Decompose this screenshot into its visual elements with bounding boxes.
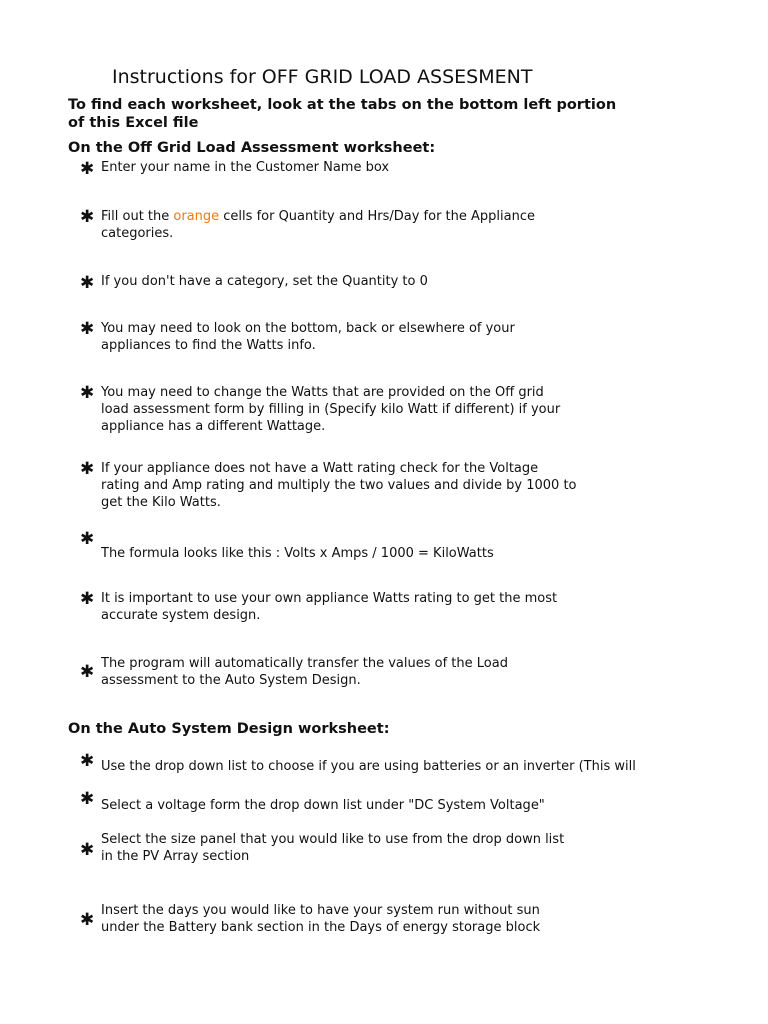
bullet-icon: ✱	[80, 273, 95, 293]
list-item: If your appliance does not have a Watt rating check for the Voltage rating and Amp rating and multiply the two values and divide by 1000 to get the Kilo Watts.	[101, 461, 577, 510]
list-item: The formula looks like this : Volts x Amps / 1000 = KiloWatts	[101, 546, 494, 561]
bullet-icon: ✱	[80, 910, 95, 930]
list-item: You may need to look on the bottom, back or elsewhere of your appliances to find the Watts info.	[101, 321, 515, 353]
list-item: Select the size panel that you would like to use from the drop down list in the PV Array section	[101, 832, 565, 864]
list-item: The program will automatically transfer the values of the Load assessment to the Auto System Design.	[101, 656, 508, 688]
list-item: You may need to change the Watts that are provided on the Off grid load assessment form by filling in (Specify kilo Watt if different) if your appliance has a different Wattage.	[101, 385, 561, 434]
bullet-icon: ✱	[80, 459, 95, 479]
bullet-icon: ✱	[80, 529, 95, 549]
list-item-text: Fill out the	[101, 209, 174, 224]
list-item: It is important to use your own appliance Watts rating to get the most accurate system design.	[101, 591, 558, 623]
section2-heading: On the Auto System Design worksheet:	[68, 721, 390, 737]
intro-text: To find each worksheet, look at the tabs on the bottom left portion of this Excel file	[68, 97, 617, 131]
list-item: Use the drop down list to choose if you are using batteries or an inverter (This will	[101, 759, 636, 774]
bullet-icon: ✱	[80, 840, 95, 860]
bullet-icon: ✱	[80, 159, 95, 179]
list-item: Select a voltage form the drop down list under "DC System Voltage"	[101, 798, 545, 813]
list-item: Enter your name in the Customer Name box	[101, 160, 390, 175]
bullet-icon: ✱	[80, 789, 95, 809]
list-item: If you don't have a category, set the Quantity to 0	[101, 274, 428, 289]
bullet-icon: ✱	[80, 751, 95, 771]
list-item-text: cells for Quantity and Hrs/Day for the Appliance categories.	[101, 209, 535, 241]
bullet-icon: ✱	[80, 319, 95, 339]
bullet-icon: ✱	[80, 662, 95, 682]
bullet-icon: ✱	[80, 383, 95, 403]
bullet-icon: ✱	[80, 207, 95, 227]
bullet-icon: ✱	[80, 589, 95, 609]
page-title: Instructions for OFF GRID LOAD ASSESMENT	[112, 66, 533, 88]
list-item: Insert the days you would like to have your system run without sun under the Battery bank section in the Days of energy storage block	[101, 903, 541, 935]
section1-heading: On the Off Grid Load Assessment worksheet:	[68, 140, 436, 156]
list-item	[101, 208, 661, 242]
orange-highlight: orange	[173, 209, 220, 224]
